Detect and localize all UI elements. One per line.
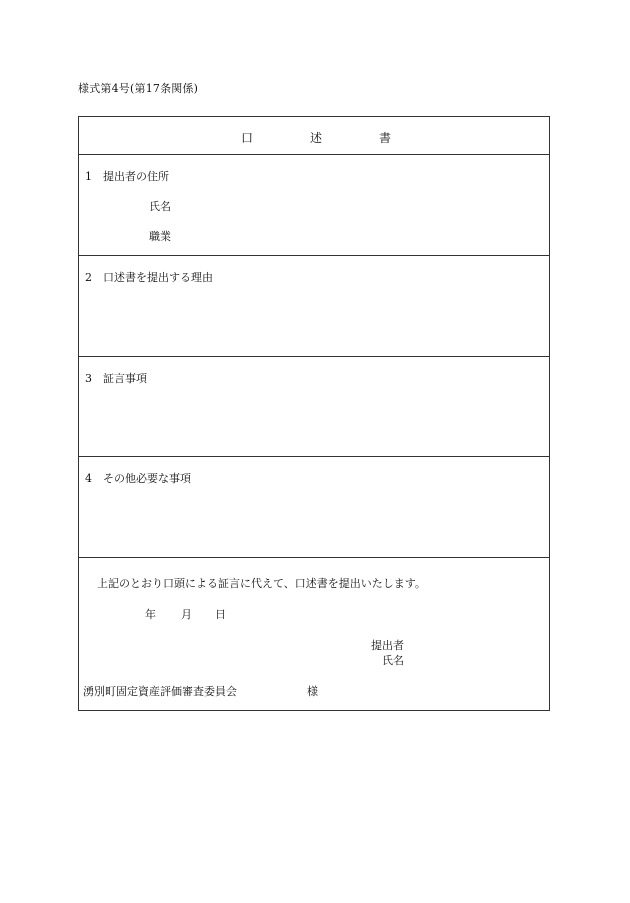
submitter-name-label: 氏名	[149, 200, 171, 213]
testimony-section	[79, 357, 549, 457]
item-label	[85, 269, 213, 285]
form-title-char: 書	[379, 131, 392, 145]
item-number: 4	[85, 472, 92, 485]
form-title-char: 述	[310, 131, 323, 145]
form-number: 様式第4号(第17条関係)	[78, 82, 199, 95]
item-number: 3	[85, 372, 92, 385]
declaration-statement: 上記のとおり口頭による証言に代えて、口述書を提出いたします。	[97, 577, 426, 590]
addressee: 湧別町固定資産評価審査委員会	[83, 685, 237, 698]
oral-statement-form	[78, 116, 550, 711]
declaration-section	[79, 558, 549, 711]
item-number: 1	[85, 170, 92, 183]
item-label	[85, 470, 191, 486]
submitter-label: 提出者	[371, 639, 404, 652]
testimony-label: 証言事項	[103, 372, 147, 385]
submitter-occupation-label: 職業	[149, 230, 171, 243]
other-matters-label: その他必要な事項	[103, 472, 191, 485]
item-number: 2	[85, 271, 92, 284]
item-label	[85, 370, 147, 386]
reason-label: 口述書を提出する理由	[103, 271, 213, 284]
signature-name-label: 氏名	[382, 654, 404, 667]
date-day-label: 日	[215, 608, 226, 621]
date-year-label: 年	[145, 608, 156, 621]
submitter-info-section	[79, 155, 549, 256]
other-matters-section	[79, 457, 549, 558]
submitter-address-label: 提出者の住所	[103, 170, 169, 183]
honorific: 様	[307, 685, 318, 698]
form-title-row	[79, 117, 549, 155]
form-title-char: 口	[241, 131, 254, 145]
item-label	[85, 168, 169, 184]
date-month-label: 月	[181, 608, 192, 621]
reason-section	[79, 256, 549, 357]
